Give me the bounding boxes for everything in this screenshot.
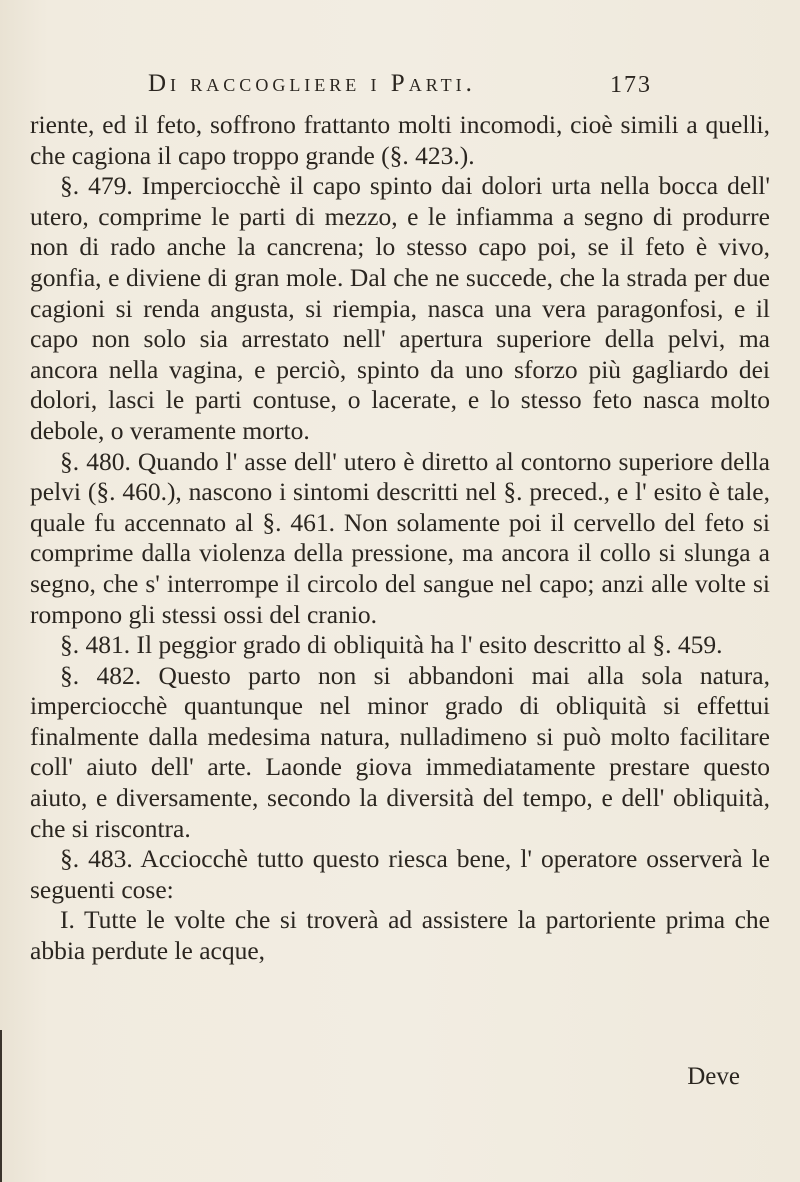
page-number: 173: [610, 72, 652, 98]
page-edge-line: [0, 1030, 2, 1182]
paragraph-479: §. 479. Imperciocchè il capo spinto dai dolori urta nella bocca dell' utero, comprime le parti di mezzo, e le infiamma a segno di produrre non di rado anche la cancrena; lo stesso capo poi, se il feto è vivo, gonfia, e diviene di gran mole. Dal che ne succede, che la strada per due cagioni si renda angusta, si riempia, nasca una vera paragonfosi, e il capo non solo sia arrestato nell' apertura superiore della pelvi, ma ancora nella vagina, e perciò, spinto da uno sforzo più gagliardo dei dolori, lasci le parti contuse, o lacerate, e lo stesso feto nasca molto debole, o veramente morto.: [30, 171, 770, 445]
body-text: [30, 110, 770, 967]
paragraph-483: §. 483. Acciocchè tutto questo riesca bene, l' operatore osserverà le seguenti cose:: [30, 844, 770, 904]
paragraph-continuation: riente, ed il feto, soffrono frattanto molti incomodi, cioè simili a quelli, che cagiona il capo troppo grande (§. 423.).: [30, 110, 770, 170]
running-head: Di raccogliere i Parti.: [148, 70, 476, 97]
paragraph-482: §. 482. Questo parto non si abbandoni mai alla sola natura, imperciocchè quantunque nel minor grado di obliquità si effettui finalmente dalla medesima natura, nulladimeno si può molto facilitare coll' aiuto dell' arte. Laonde giova immediatamente prestare questo aiuto, e diversamente, secondo la diversità del tempo, e dell' obliquità, che si riscontra.: [30, 660, 770, 843]
page-header: [0, 70, 800, 110]
catchword: Deve: [687, 1063, 740, 1090]
paragraph-481: §. 481. Il peggior grado di obliquità ha l' esito descritto al §. 459.: [60, 630, 723, 660]
list-item-1: I. Tutte le volte che si troverà ad assistere la partoriente prima che abbia perdute le acque,: [30, 905, 770, 966]
paragraph-480: §. 480. Quando l' asse dell' utero è diretto al contorno superiore della pelvi (§. 460.), nascono i sintomi descritti nel §. preced., e l' esito è tale, quale fu accennato al §. 461. Non solamente poi il cervello del feto si comprime dalla violenza della pressione, ma ancora il collo si slunga a segno, che s' interrompe il circolo del sangue nel capo; anzi alle volte si rompono gli stessi ossi del cranio.: [30, 446, 770, 629]
